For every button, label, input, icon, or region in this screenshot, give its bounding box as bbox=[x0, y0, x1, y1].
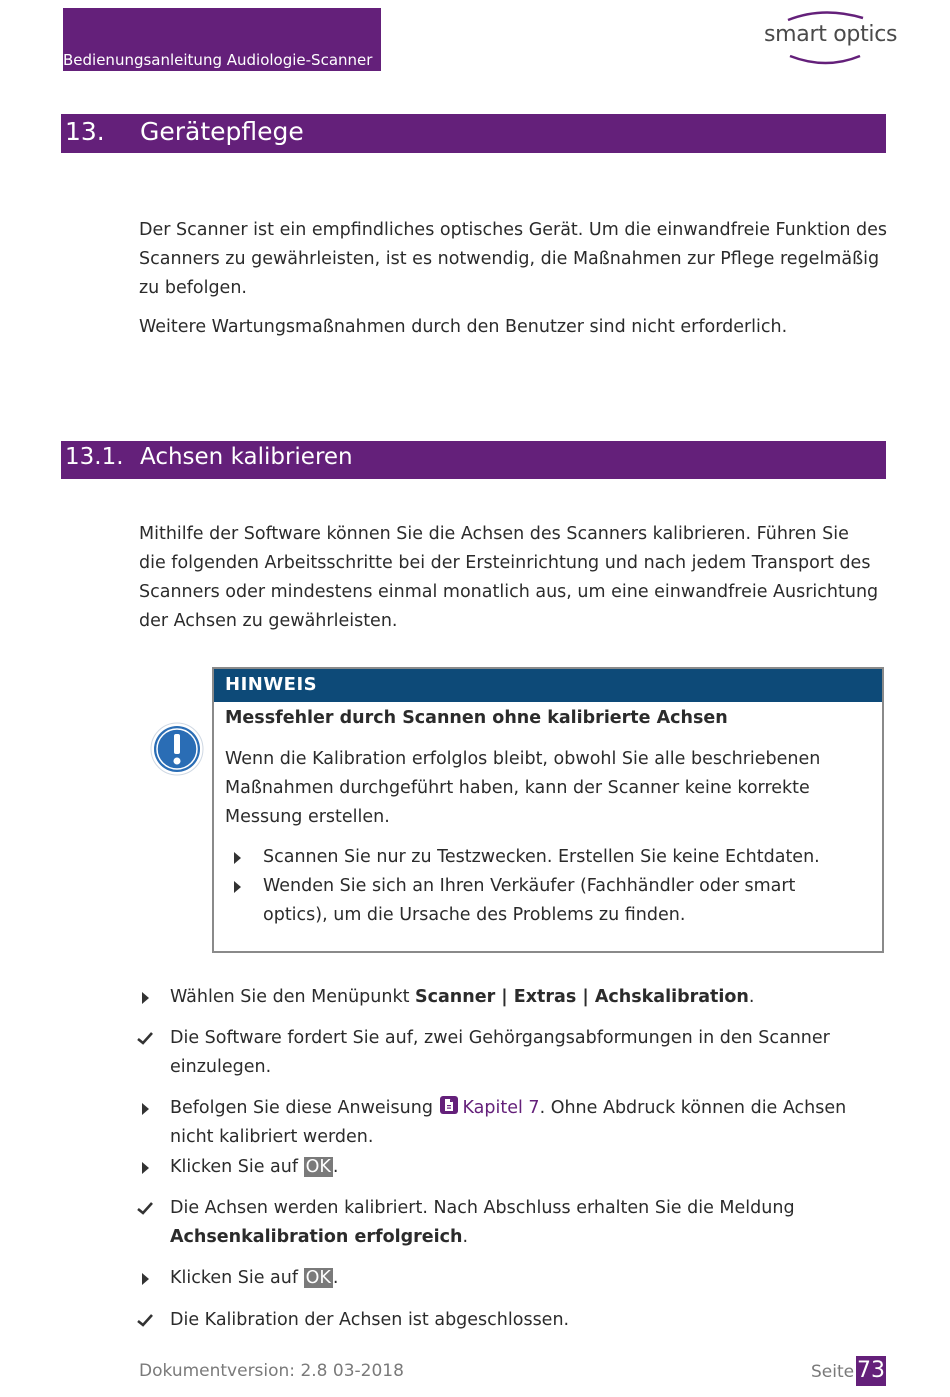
page-label: Seite bbox=[811, 1362, 855, 1382]
notice-body: Wenn die Kalibration erfolglos bleibt, obwohl Sie alle beschriebenen Maßnahmen durchgeführt haben, kann der Scanner keine korrekte Messung erstellen. bbox=[225, 749, 821, 827]
step-text-end: . bbox=[748, 987, 755, 1007]
document-header-bar bbox=[63, 8, 381, 71]
step-text-end: . bbox=[332, 1268, 339, 1288]
step-arrow-icon bbox=[142, 1162, 149, 1174]
step-text: Wählen Sie den Menüpunkt bbox=[170, 987, 416, 1007]
result-text-end: . bbox=[462, 1227, 469, 1247]
page-number: 73 bbox=[856, 1356, 886, 1386]
section-title: Gerätepflege bbox=[140, 117, 304, 146]
logo-text: smart optics bbox=[764, 22, 898, 47]
step-text: Befolgen Sie diese Anweisung bbox=[170, 1098, 439, 1118]
step-arrow-icon bbox=[142, 1103, 149, 1115]
checkmark-icon bbox=[137, 1031, 153, 1045]
checkmark-icon bbox=[137, 1201, 153, 1215]
section-number: 13. bbox=[65, 117, 105, 146]
notice-header bbox=[214, 669, 882, 702]
menu-path: Scanner | Extras | Achskalibration bbox=[415, 987, 749, 1007]
result-text: Die Kalibration der Achsen ist abgeschlossen. bbox=[170, 1310, 570, 1330]
document-reference-icon bbox=[439, 1095, 459, 1115]
result-text: Die Software fordert Sie auf, zwei Gehörgangsabformungen in den Scanner einzulegen. bbox=[170, 1028, 830, 1077]
smart-optics-logo bbox=[758, 8, 898, 68]
step-text-end: . bbox=[332, 1157, 339, 1177]
notice-bullet-text: Scannen Sie nur zu Testzwecken. Erstellen Sie keine Echtdaten. bbox=[263, 847, 820, 867]
section-heading-13-1 bbox=[61, 441, 886, 479]
bullet-arrow-icon bbox=[234, 852, 241, 864]
logo-swoosh-icon bbox=[758, 8, 888, 68]
ok-button-reference: OK bbox=[305, 1268, 331, 1288]
document-version: Dokumentversion: 2.8 03-2018 bbox=[139, 1361, 404, 1381]
step-arrow-icon bbox=[142, 992, 149, 1004]
section-heading-13 bbox=[61, 114, 886, 153]
exclamation-warning-icon bbox=[150, 722, 204, 776]
chapter-7-link[interactable]: Kapitel 7 bbox=[462, 1098, 540, 1118]
document-title: Bedienungsanleitung Audiologie-Scanner bbox=[63, 51, 373, 69]
step-text-end: . Ohne Abdruck können die Achsen nicht kalibriert werden. bbox=[170, 1098, 847, 1147]
notice-box bbox=[212, 667, 884, 953]
section-title: Achsen kalibrieren bbox=[140, 444, 353, 470]
section-13-paragraph-1: Der Scanner ist ein empfindliches optisches Gerät. Um die einwandfreie Funktion des Scanners zu gewährleisten, ist es notwendig, die Maßnahmen zur Pflege regelmäßig zu befolgen. bbox=[139, 220, 888, 298]
notice-bullet-text: Wenden Sie sich an Ihren Verkäufer (Fachhändler oder smart optics), um die Ursache des Problems zu finden. bbox=[263, 876, 796, 925]
success-message: Achsenkalibration erfolgreich bbox=[170, 1227, 463, 1247]
section-13-paragraph-2: Weitere Wartungsmaßnahmen durch den Benutzer sind nicht erforderlich. bbox=[139, 317, 788, 337]
section-number: 13.1. bbox=[65, 444, 124, 470]
result-text: Die Achsen werden kalibriert. Nach Abschluss erhalten Sie die Meldung bbox=[170, 1198, 795, 1218]
step-text: Klicken Sie auf bbox=[170, 1268, 304, 1288]
notice-subtitle: Messfehler durch Scannen ohne kalibrierte Achsen bbox=[225, 708, 728, 728]
notice-label: HINWEIS bbox=[225, 674, 318, 695]
step-arrow-icon bbox=[142, 1273, 149, 1285]
section-13-1-paragraph: Mithilfe der Software können Sie die Achsen des Scanners kalibrieren. Führen Sie die folgenden Arbeitsschritte bei der Ersteinrichtung und nach jedem Transport des Scanners oder mindestens einmal monatlich aus, um eine einwandfreie Ausrichtung der Achsen zu gewährleisten. bbox=[139, 524, 879, 631]
ok-button-reference: OK bbox=[305, 1157, 331, 1177]
checkmark-icon bbox=[137, 1313, 153, 1327]
step-text: Klicken Sie auf bbox=[170, 1157, 304, 1177]
bullet-arrow-icon bbox=[234, 881, 241, 893]
